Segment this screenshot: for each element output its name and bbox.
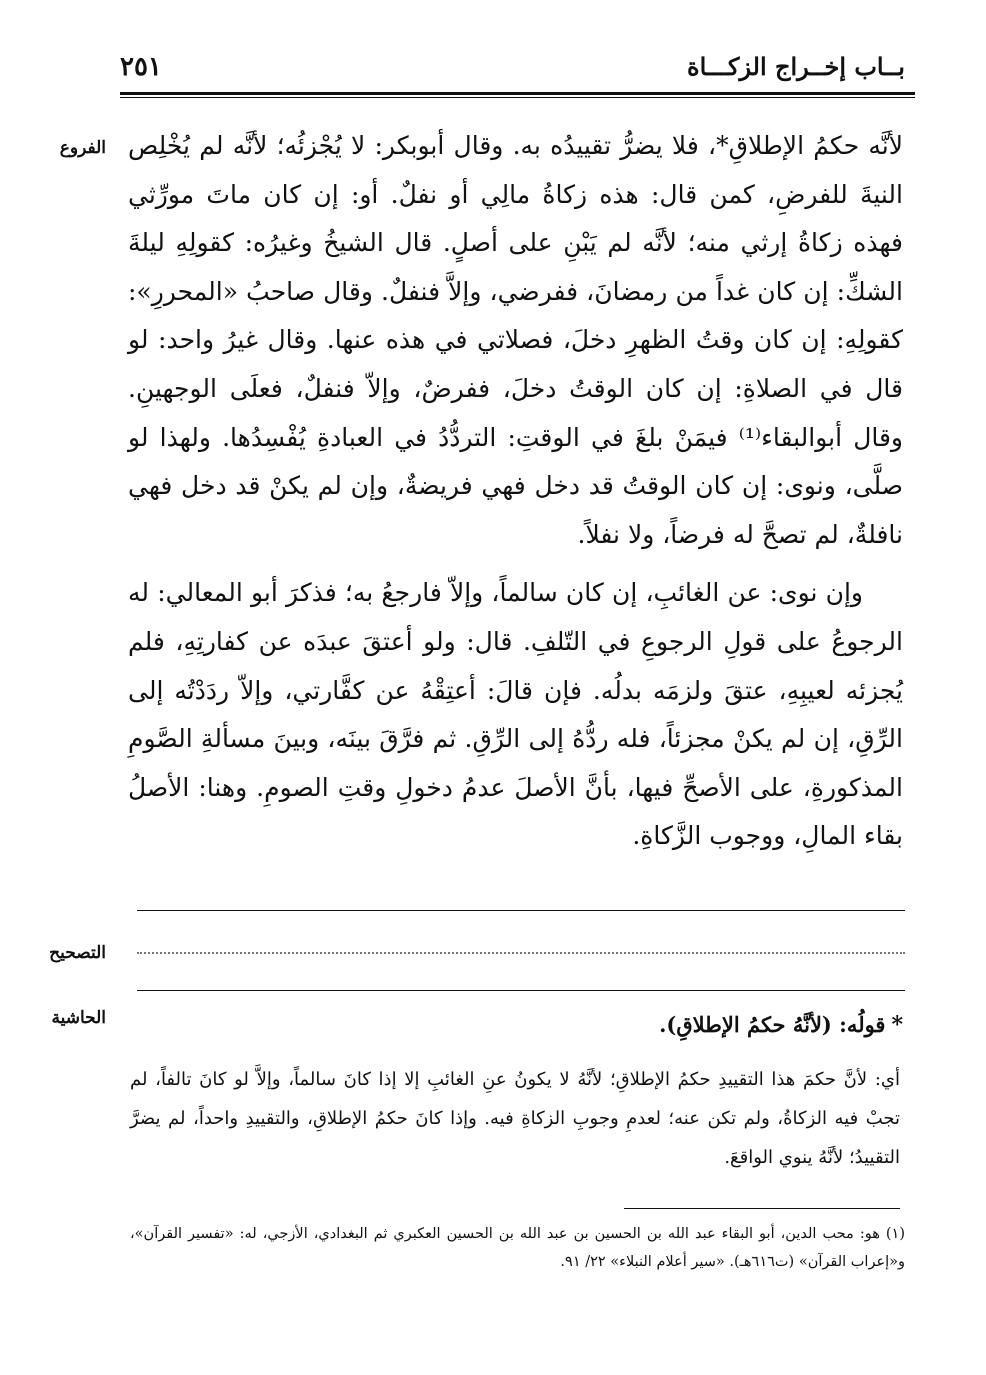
hashiya-heading-text: قولُه: (لأنَّهُ حكمُ الإطلاقِ).: [659, 1012, 886, 1037]
side-label-hashiya: الحاشية: [51, 1008, 106, 1028]
running-header: [120, 50, 915, 90]
tashih-dotted-line: [137, 952, 905, 954]
page-number: ٢٥١: [120, 52, 162, 82]
hashiya-body: [130, 1060, 900, 1177]
asterisk-marker: *: [891, 1012, 903, 1038]
side-label-tashih: التصحيح: [49, 943, 106, 963]
hashiya-heading: [659, 1012, 903, 1038]
main-paragraph-2: وإن نوى: عن الغائبِ، إن كان سالماً، وإلاّ فارجعُ به؛ فذكرَ أبو المعالي: له الرجوعُ على قولِ الرجوعِ في التّلفِ. قال: ولو أعتقَ عبدَه عن كفارتِهِ، فلم يُجزئه لعيبِهِ، عتقَ ولزمَه بدلُه. فإن قالَ: أعتِقْهُ عن كفَّارتي، وإلاّ ردَدْتُه إلى الرِّقِ، إن لم يكنْ مجزئاً، فله ردُّهُ إلى الرِّقِ. ثم فرَّقَ بينَه، وبينَ مسألةِ الصَّومِ المذكورةِ، على الأصحِّ فيها، بأنَّ الأصلَ عدمُ دخولِ وقتِ الصومِ. وهنا: الأصلُ بقاء المالِ، ووجوب الزَّكاةِ.: [128, 578, 903, 851]
chapter-title: بــاب إخــراج الزكـــاة: [687, 52, 905, 81]
footnote-rule: [624, 1208, 900, 1209]
footnote-text: (١) هو: محب الدين، أبو البقاء عبد الله بن الحسين بن عبد الله بن الحسين العكبري ثم البغدادي، الأزجي، له: «تفسير القرآن»، و«إعراب القرآن» (ت٦١٦هـ). «سير أعلام النبلاء» ٢٢/ ٩١.: [130, 1226, 905, 1270]
main-text: [128, 122, 903, 861]
side-label-furu: الفروع: [59, 138, 106, 158]
section-divider-bottom: [137, 990, 905, 991]
header-rule: [120, 92, 915, 98]
hashiya-paragraph: أي: لأنَّ حكمَ هذا التقييدِ حكمُ الإطلاقِ؛ لأنَّهُ لا يكونُ عنِ الغائبِ إلا إذا كانَ سالماً، وإلاَّ لو كانَ تالفاً، لم تجبْ فيه الزكاةُ، ولم تكن عنه؛ لعدمِ وجوبِ الزكاةِ فيه. وإذا كانَ حكمُ الإطلاقِ، والتقييدِ واحداً، لم يضرَّ التقييدُ؛ لأنَّهُ ينوي الواقعَ.: [130, 1069, 900, 1168]
footnote: [130, 1220, 905, 1276]
main-paragraph-1: لأنَّه حكمُ الإطلاقِ*، فلا يضرُّ تقييدُه به. وقال أبوبكر: لا يُجْزئُه؛ لأنَّه لم يُخْلِص النيةَ للفرضِ، كمن قال: هذه زكاةُ مالِي أو نفلٌ. أو: إن كان ماتَ مورِّثي فهذه زكاةُ إرثي منه؛ لأنَّه لم يَبْنِ على أصلٍ. قال الشيخُ وغيرُه: كقولِهِ ليلةَ الشكِّ: إن كان غداً من رمضانَ، ففرضي، وإلاَّ فنفلٌ. وقال صاحبُ «المحررِ»: كقولِهِ: إن كان وقتُ الظهرِ دخلَ، فصلاتي في هذه عنها. وقال غيرُ واحد: لو قال في الصلاةِ: إن كان الوقتُ دخلَ، ففرضٌ، وإلاّ فنفلٌ، فعلَى الوجهينِ. وقال أبوالبقاء⁽¹⁾ فيمَنْ بلغَ في الوقتِ: التردُّدُ في العبادةِ يُفْسِدُها. ولهذا لو صلَّى، ونوى: إن كان الوقتُ قد دخل فهي فريضةٌ، وإن لم يكنْ قد دخل فهي نافلةٌ، لم تصحَّ له فرضاً، ولا نفلاً.: [128, 131, 903, 549]
section-divider-top: [137, 910, 905, 911]
